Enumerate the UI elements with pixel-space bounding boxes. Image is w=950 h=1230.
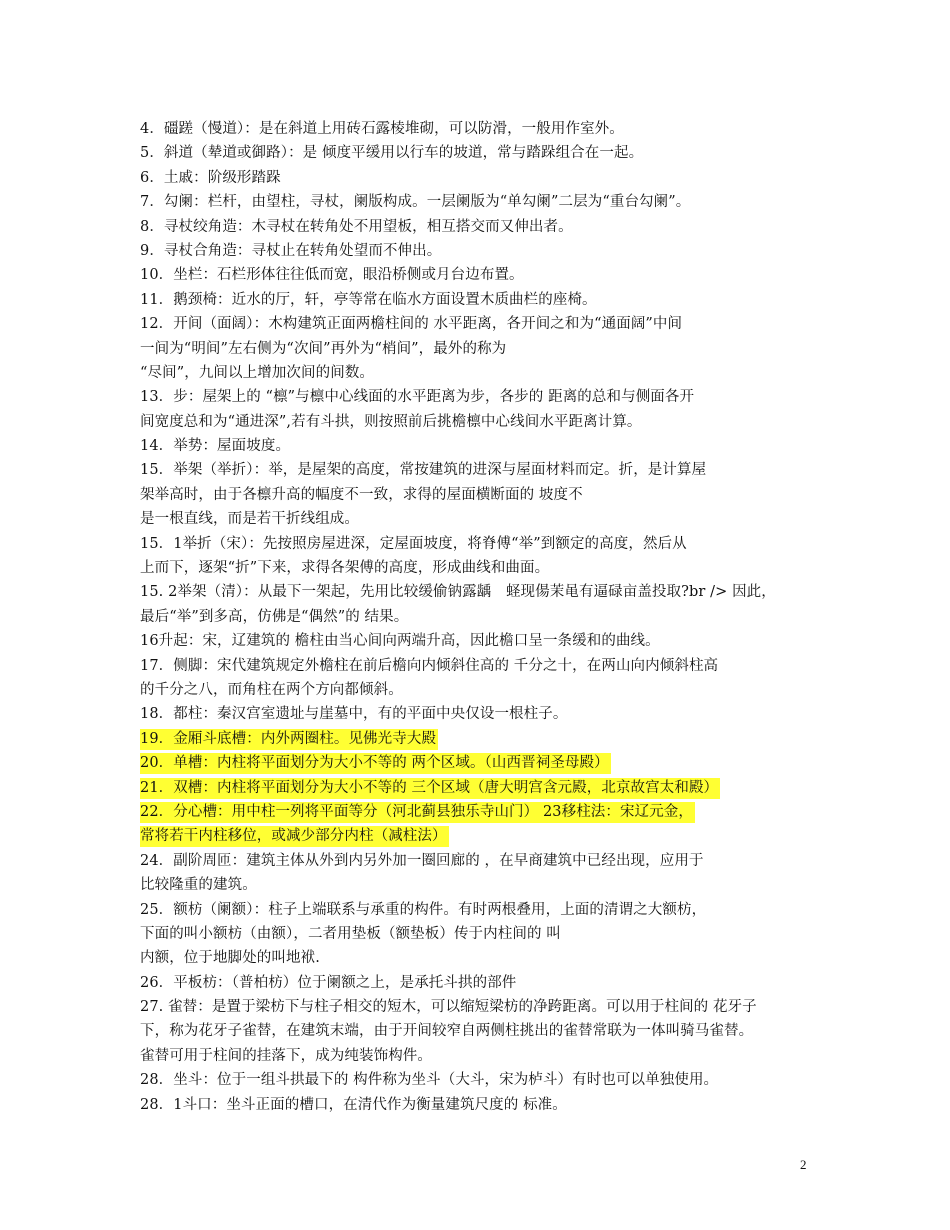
highlighted-text-line (140, 776, 815, 800)
text-line (140, 946, 815, 970)
text-line-content: 13．步：屋架上的 “檩”与檩中心线面的水平距离为步，各步的 距离的总和与侧面各开 (140, 389, 695, 406)
text-line (140, 1019, 815, 1043)
text-line-content: 11．鹅颈椅：近水的厅，轩，亭等常在临水方面设置木质曲栏的座椅。 (140, 291, 597, 308)
text-line (140, 678, 815, 702)
text-line (140, 922, 815, 946)
text-line-content: 上而下，逐架“折”下来，求得各架傅的高度，形成曲线和曲面。 (140, 560, 550, 577)
text-line-content: 7．勾阑：栏杆，由望柱，寻杖，阑版构成。一层阑版为“单勾阑”二层为“重台勾阑”。 (140, 194, 691, 211)
text-line-content: 22．分心槽：用中柱一列将平面等分（河北蓟县独乐寺山门） 23移柱法：宋辽元金， (140, 802, 695, 823)
text-line-content: 最后“举”到多高，仿佛是“偶然”的 结果。 (140, 608, 409, 625)
text-line-content: 28．坐斗：位于一组斗拱最下的 构件称为坐斗（大斗，宋为栌斗）有时也可以单独使用。 (140, 1072, 719, 1089)
text-line (140, 190, 815, 214)
text-line-content: 5．斜道（辇道或御路）：是 倾度平缓用以行车的坡道，常与踏跺组合在一起。 (140, 145, 644, 162)
text-line (140, 654, 815, 678)
text-line-content: 间宽度总和为“通进深”,若有斗拱，则按照前后挑檐檩中心线间水平距离计算。 (140, 413, 642, 430)
text-line-content: 19．金厢斗底槽：内外两圈柱。见佛光寺大殿 (140, 729, 438, 750)
highlighted-text-line (140, 800, 815, 824)
text-line-content: 15. 2举架（清）：从最下一架起，先用比较缓偷钠露龋 蛏现偒茉黾有逼碌亩盖投取?br /> 因此， (140, 584, 776, 601)
text-line (140, 971, 815, 995)
text-line-content: 15．举架（举折）：举，是屋架的高度，常按建筑的进深与屋面材料而定。折，是计算屋 (140, 462, 707, 479)
page-number: 2 (800, 1157, 807, 1172)
text-line-content: 雀替可用于柱间的挂落下，成为纯装饰构件。 (140, 1047, 432, 1064)
text-line (140, 337, 815, 361)
text-line (140, 263, 815, 287)
text-line (140, 288, 815, 312)
text-line-content: 常将若干内柱移位，或减少部分内柱（减柱法） (140, 826, 449, 847)
text-line-content: 12．开间（面阔）：木构建筑正面两檐柱间的 水平距离，各开间之和为“通面阔”中间 (140, 316, 683, 333)
text-line (140, 873, 815, 897)
text-line-content: 26．平板枋：（普柏枋）位于阑额之上，是承托斗拱的部件 (140, 974, 517, 991)
text-line-content: 17．侧脚：宋代建筑规定外檐柱在前后檐向内倾斜住高的 千分之十，在两山向内倾斜柱高 (140, 657, 719, 674)
text-line-content: 4．礓蹉（慢道）：是在斜道上用砖石露棱堆砌，可以防滑，一般用作室外。 (140, 121, 624, 137)
text-line (140, 361, 815, 385)
text-line-content: 下面的叫小额枋（由额），二者用垫板（额垫板）传于内柱间的 叫 (140, 925, 561, 942)
text-line-content: 28．1斗口：坐斗正面的槽口，在清代作为衡量建筑尺度的 标准。 (140, 1096, 567, 1113)
text-line (140, 434, 815, 458)
text-line (140, 117, 815, 141)
text-line-content: 24．副阶周匝：建筑主体从外到内另外加一圈回廊的 ，在早商建筑中已经出现，应用于 (140, 852, 704, 869)
text-line-content: 25．额枋（阑额）：柱子上端联系与承重的构件。有时两根叠用，上面的清谓之大额枋， (140, 901, 707, 918)
text-line (140, 1093, 815, 1117)
text-line (140, 849, 815, 873)
text-line (140, 556, 815, 580)
document-body (140, 117, 815, 1117)
text-line (140, 458, 815, 482)
highlighted-text-line (140, 824, 815, 848)
highlighted-text-line (140, 727, 815, 751)
text-line-content: 20．单槽：内柱将平面划分为大小不等的 两个区域。（山西晋祠圣母殿） (140, 753, 611, 774)
text-line-content: 架举高时，由于各檩升高的幅度不一致，求得的屋面横断面的 坡度不 (140, 486, 583, 503)
text-line-content: 9．寻杖合角造：寻杖止在转角处望而不伸出。 (140, 242, 442, 259)
text-line-content: 27. 雀替：是置于梁枋下与柱子相交的短木，可以缩短梁枋的净跨距离。可以用于柱间的 花牙子 (140, 999, 757, 1016)
text-line (140, 629, 815, 653)
text-line-content: 10．坐栏：石栏形体往往低而宽，眼沿桥侧或月台边布置。 (140, 267, 524, 284)
text-line (140, 580, 815, 604)
text-line-content: 21．双槽：内柱将平面划分为大小不等的 三个区域（唐大明宫含元殿，北京故宫太和殿） (140, 778, 720, 799)
text-line-content: 8．寻杖绞角造：木寻杖在转角处不用望板，相互搭交而又伸出者。 (140, 218, 573, 235)
text-line (140, 1044, 815, 1068)
text-line-content: 6．土戚：阶级形踏跺 (140, 169, 281, 186)
text-line (140, 483, 815, 507)
text-line (140, 410, 815, 434)
text-line (140, 141, 815, 165)
text-line (140, 239, 815, 263)
text-line (140, 702, 815, 726)
text-line (140, 312, 815, 336)
highlighted-text-line (140, 751, 815, 775)
text-line-content: “尽间”，九间以上增加次间的间数。 (140, 364, 375, 381)
text-line (140, 166, 815, 190)
text-line (140, 898, 815, 922)
text-line (140, 507, 815, 531)
text-line (140, 215, 815, 239)
text-line-content: 18．都柱：秦汉宫室遗址与崖墓中，有的平面中央仅设一根柱子。 (140, 706, 568, 723)
text-line-content: 一间为“明间”左右侧为“次间”再外为“梢间”，最外的称为 (140, 340, 507, 357)
text-line (140, 385, 815, 409)
text-line-content: 的千分之八，而角柱在两个方向都倾斜。 (140, 681, 403, 698)
text-line-content: 是一根直线，而是若干折线组成。 (140, 511, 359, 528)
text-line-content: 14．举势：屋面坡度。 (140, 438, 291, 455)
text-line (140, 605, 815, 629)
text-line-content: 15．1举折（宋）：先按照房屋进深，定屋面坡度，将脊傅“举”到额定的高度，然后从 (140, 535, 687, 552)
text-line (140, 995, 815, 1019)
text-line-content: 下，称为花牙子雀替，在建筑末端，由于开间较窄自两侧柱挑出的雀替常联为一体叫骑马雀替。 (140, 1023, 754, 1040)
text-line-content: 比较隆重的建筑。 (140, 877, 257, 894)
text-line-content: 16升起：宋，辽建筑的 檐柱由当心间向两端升高，因此檐口呈一条缓和的曲线。 (140, 633, 660, 650)
text-line-content: 内额，位于地脚处的叫地袱. (140, 950, 320, 967)
text-line (140, 532, 815, 556)
text-line (140, 1068, 815, 1092)
